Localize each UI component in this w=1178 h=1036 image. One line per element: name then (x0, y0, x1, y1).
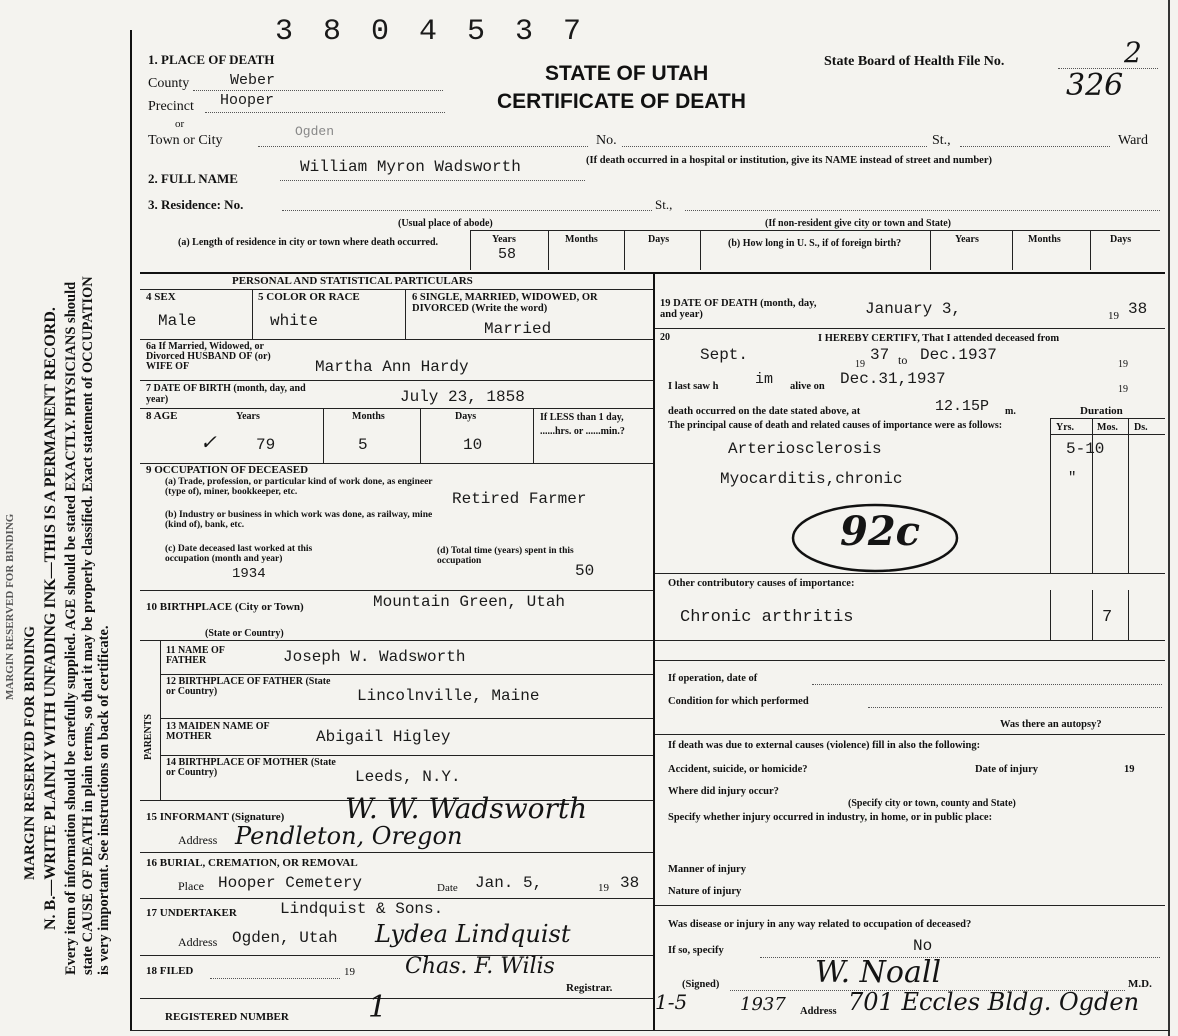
death-time: 12.15P (935, 398, 990, 415)
nature-bottom (655, 905, 1165, 906)
m-label: m. (1005, 406, 1016, 417)
principal-cause-label: The principal cause of death and related causes of importance were as follows: (668, 420, 1003, 431)
residence-no-line (282, 210, 652, 211)
occupation-d-value: 50 (575, 562, 595, 580)
from-19: 19 (855, 359, 865, 370)
marital-value: Married (484, 320, 552, 338)
to-19: 19 (1118, 359, 1128, 370)
father-bp-value: Lincolnville, Maine (357, 687, 540, 705)
foreign-birth-label: (b) How long in U. S., if of foreign birth? (728, 238, 902, 249)
residence-st-label: St., (655, 197, 673, 212)
where-label: Where did injury occur? (668, 786, 779, 797)
form-left-border (130, 30, 132, 1030)
dur-head-bottom (1050, 434, 1165, 435)
town-line (258, 146, 588, 147)
other-div-2 (1092, 590, 1093, 640)
center-divider (653, 272, 655, 1030)
age-div-3 (533, 408, 534, 463)
external-label: If death was due to external causes (violence) fill in also the following: (668, 740, 981, 751)
row19-bottom (655, 328, 1165, 329)
fb-days-h: Days (1110, 234, 1132, 245)
dod-value: January 3, (865, 300, 962, 318)
dur-ds: Ds. (1134, 422, 1148, 433)
birthplace-value: Mountain Green, Utah (373, 593, 566, 611)
color-value: white (270, 312, 319, 330)
certificate-title: CERTIFICATE OF DEATH (497, 90, 746, 113)
autopsy-label: Was there an autopsy? (1000, 719, 1102, 730)
full-name-label: 2. FULL NAME (148, 171, 238, 186)
cause-1-duration: 5-10 (1066, 440, 1105, 458)
cause-2-duration: " (1068, 470, 1077, 486)
binding-notice-top: MARGIN RESERVED FOR BINDING (4, 513, 16, 700)
age-label: 8 AGE (146, 410, 178, 422)
length-residence-label: (a) Length of residence in city or town where death occurred. (178, 237, 439, 248)
full-name-value: William Myron Wadsworth (300, 158, 521, 176)
sex-value: Male (158, 312, 197, 330)
precinct-line (205, 112, 445, 113)
signature-date: 1-5 (655, 990, 688, 1014)
undertaker-label: 17 UNDERTAKER (146, 907, 237, 919)
to-label: to (898, 353, 908, 367)
burial-label: 16 BURIAL, CREMATION, OR REMOVAL (146, 857, 358, 869)
death-at-label: death occurred on the date stated above, at (668, 406, 861, 417)
other-div-3 (1128, 590, 1129, 640)
residence-st-line (685, 210, 1160, 211)
ward-label: Ward (1118, 133, 1148, 148)
row18-bottom (140, 998, 653, 999)
res-days-h: Days (648, 234, 670, 245)
file-no-value: 326 (1066, 68, 1124, 103)
res-div-1 (470, 230, 471, 270)
occupation-c-value: 1934 (232, 566, 266, 582)
other-div-1 (1050, 590, 1051, 640)
birthplace-state-label: (State or Country) (205, 628, 284, 639)
row13-bottom (160, 755, 653, 756)
attended-to: Dec.1937 (920, 346, 997, 364)
county-label: County (148, 76, 190, 91)
row15-bottom (140, 852, 653, 853)
state-title: STATE OF UTAH (545, 62, 709, 85)
nature-label: Nature of injury (668, 886, 742, 897)
operation-label: If operation, date of (668, 673, 758, 684)
age-div-1 (323, 408, 324, 463)
autopsy-bottom (655, 734, 1165, 735)
registrar-signature: Chas. F. Wilis (405, 954, 555, 979)
condition-label: Condition for which performed (668, 696, 809, 707)
row11-bottom (160, 674, 653, 675)
color-div (405, 289, 406, 339)
cause-1: Arteriosclerosis (728, 440, 882, 458)
undertaker-signature: Lydea Lindquist (375, 920, 571, 948)
row10-bottom (140, 640, 653, 641)
burial-year-value: 38 (620, 874, 640, 892)
res-months-h: Months (565, 234, 598, 245)
occupation-c-label: (c) Date deceased last worked at this occupation (month and year) (165, 544, 313, 564)
undertaker-address-label: Address (178, 935, 218, 949)
age-days-h: Days (455, 411, 477, 422)
binding-notice: MARGIN RESERVED FOR BINDING (22, 625, 38, 880)
other-cause: Chronic arthritis (680, 608, 854, 627)
town-no-line (622, 146, 927, 147)
registered-number-label: REGISTERED NUMBER (165, 1011, 289, 1023)
sex-div (252, 289, 253, 339)
burial-date-label: Date (437, 882, 458, 894)
duration-label: Duration (1080, 405, 1123, 417)
res-years-value: 58 (498, 246, 517, 263)
fb-months-h: Months (1028, 234, 1061, 245)
dod-19: 19 (1108, 310, 1119, 322)
dur-div-1 (1050, 418, 1051, 573)
date-injury-label: Date of injury (975, 764, 1038, 775)
instruction-line-2: state CAUSE OF DEATH in plain terms, so that it may be properly classified. Exact statement of OCCUPATION (80, 276, 96, 975)
instruction-line-1: Every item of information should be carefully supplied. AGE should be stated EXACTLY. PHYSICIANS should (63, 281, 79, 975)
parents-div (160, 640, 161, 800)
spouse-value: Martha Ann Hardy (315, 358, 469, 376)
physician-signature: W. Noall (815, 955, 942, 990)
if-so-label: If so, specify (668, 945, 724, 956)
town-st-label: St., (932, 133, 951, 148)
cause-2: Myocarditis,chronic (720, 470, 903, 488)
form-right-border (1168, 0, 1170, 1036)
last-saw-label: I last saw h (668, 381, 719, 392)
age-years-value: 79 (256, 436, 276, 454)
county-value: Weber (230, 72, 276, 89)
dob-label: 7 DATE OF BIRTH (month, day, and year) (146, 383, 306, 405)
other-bottom (655, 640, 1165, 641)
age-div-2 (420, 408, 421, 463)
age-check: ✓ (200, 430, 217, 454)
residence-table-top (470, 230, 1160, 231)
burial-year-prefix: 19 (598, 882, 609, 894)
row16-bottom (140, 898, 653, 899)
specify-industry-label: Specify whether injury occurred in industry, in home, or in public place: (668, 812, 993, 823)
residence-label: 3. Residence: No. (148, 197, 244, 212)
occupation-value: Retired Farmer (452, 490, 587, 508)
father-bp-label: 12 BIRTHPLACE OF FATHER (State or Country) (166, 676, 331, 697)
less-than-label: If LESS than 1 day, ......hrs. or ......min.? (540, 412, 625, 437)
signed-label: (Signed) (682, 979, 720, 990)
filed-label: 18 FILED (146, 965, 194, 977)
row9-bottom (140, 590, 653, 591)
occupation-b-label: (b) Industry or business in which work was done, as railway, mine (kind of), bank, etc. (165, 510, 433, 530)
file-no-top: 2 (1124, 36, 1142, 69)
spouse-label: 6a If Married, Widowed, or Divorced HUSBAND OF (or) WIFE OF (146, 341, 271, 372)
res-div-5 (930, 230, 931, 270)
color-label: 5 COLOR OR RACE (258, 291, 360, 303)
registrar-label: Registrar. (566, 982, 613, 994)
manner-label: Manner of injury (668, 864, 746, 875)
precinct-value: Hooper (220, 92, 275, 109)
form-bottom-border (130, 1030, 1170, 1031)
if-so-value: No (913, 937, 933, 955)
burial-date-value: Jan. 5, (475, 874, 543, 892)
other-bottom-2 (655, 660, 1165, 661)
instruction-line-3: is very important. See instructions on back of certificate. (96, 625, 112, 975)
res-div-6 (1012, 230, 1013, 270)
informant-address-label: Address (178, 833, 218, 847)
file-no-label: State Board of Health File No. (824, 54, 1005, 69)
age-days-value: 10 (463, 436, 483, 454)
age-years-h: Years (236, 411, 260, 422)
or-label: or (175, 118, 185, 130)
place-of-death-label: 1. PLACE OF DEATH (148, 52, 275, 67)
non-resident-note: (If non-resident give city or town and State) (765, 218, 952, 229)
alive-on-label: alive on (790, 381, 825, 392)
row4-bottom (140, 339, 653, 340)
from-year: 37 (870, 346, 890, 364)
burial-place-value: Hooper Cemetery (218, 874, 363, 892)
row7-bottom (140, 408, 653, 409)
occupation-label: 9 OCCUPATION OF DECEASED (146, 464, 309, 476)
cert-20-label: 20 (660, 332, 670, 343)
full-name-line (280, 180, 585, 181)
county-line (193, 90, 443, 91)
nb-notice: N. B.—WRITE PLAINLY WITH UNFADING INK—THIS IS A PERMANENT RECORD. (42, 307, 59, 930)
dur-mos: Mos. (1097, 422, 1118, 433)
registered-number-value: 1 (368, 990, 388, 1025)
precinct-label: Precinct (148, 99, 194, 114)
undertaker-value: Lindquist & Sons. (280, 900, 444, 918)
birthplace-label: 10 BIRTHPLACE (City or Town) (146, 601, 304, 613)
dod-year: 38 (1128, 300, 1148, 318)
marital-label: 6 SINGLE, MARRIED, WIDOWED, OR DIVORCED (Write the word) (412, 292, 598, 314)
occupation-d-label: (d) Total time (years) spent in this occupation (437, 546, 574, 566)
row17-bottom (140, 955, 653, 956)
attended-from: Sept. (700, 346, 749, 364)
md-label: M.D. (1128, 978, 1152, 990)
burial-place-label: Place (178, 879, 204, 893)
res-years-h: Years (492, 234, 516, 245)
town-label: Town or City (148, 133, 223, 148)
signature-year: 1937 (740, 994, 786, 1015)
other-causes-label: Other contributory causes of importance: (668, 578, 855, 589)
operation-line (812, 684, 1162, 685)
personal-section-title: PERSONAL AND STATISTICAL PARTICULARS (232, 275, 473, 287)
occupation-a-label: (a) Trade, profession, or particular kind of work done, as engineer (type of), miner, bookkeeper, etc. (165, 477, 433, 497)
row6a-bottom (140, 380, 653, 381)
serial-number: 3 8 0 4 5 3 7 (275, 15, 588, 49)
filed-19: 19 (344, 966, 355, 978)
age-months-value: 5 (358, 436, 368, 454)
age-months-h: Months (352, 411, 385, 422)
informant-signature: W. W. Wadsworth (345, 792, 588, 825)
dur-top (1050, 418, 1165, 419)
res-div-4 (700, 230, 701, 270)
condition-line (868, 707, 1162, 708)
informant-address: Pendleton, Oregon (235, 822, 463, 850)
last-saw-value: im (755, 371, 774, 388)
res-div-7 (1090, 230, 1091, 270)
alive-date: Dec.31,1937 (840, 370, 946, 388)
parents-label: PARENTS (143, 714, 154, 760)
physician-address: 701 Eccles Bldg. Ogden (848, 988, 1140, 1016)
specify-city-label: (Specify city or town, county and State) (848, 798, 1016, 809)
accident-label: Accident, suicide, or homicide? (668, 764, 808, 775)
father-value: Joseph W. Wadsworth (283, 648, 466, 666)
dur-div-3 (1128, 418, 1129, 573)
certify-text: I HEREBY CERTIFY, That I attended deceased from (818, 333, 1060, 344)
alive-19: 19 (1118, 384, 1128, 395)
mother-label: 13 MAIDEN NAME OF MOTHER (166, 721, 270, 742)
disease-related-label: Was disease or injury in any way related to occupation of deceased? (668, 919, 972, 930)
cause-code: 92c (840, 508, 921, 555)
father-label: 11 NAME OF FATHER (166, 645, 225, 666)
mother-bp-label: 14 BIRTHPLACE OF MOTHER (State or Country) (166, 757, 336, 778)
undertaker-address: Ogden, Utah (232, 929, 338, 947)
res-div-3 (624, 230, 625, 270)
town-no-label: No. (596, 133, 617, 148)
fb-years-h: Years (955, 234, 979, 245)
town-value: Ogden (295, 124, 335, 139)
res-div-2 (548, 230, 549, 270)
dur-yrs: Yrs. (1056, 422, 1075, 433)
dob-value: July 23, 1858 (400, 388, 525, 406)
mother-value: Abigail Higley (316, 728, 451, 746)
row12-bottom (160, 718, 653, 719)
sex-label: 4 SEX (146, 291, 176, 303)
physician-address-label: Address (800, 1006, 837, 1017)
dod-label: 19 DATE OF DEATH (month, day, and year) (660, 298, 817, 320)
full-name-note: (If death occurred in a hospital or institution, give its NAME instead of street and number) (586, 155, 993, 166)
informant-label: 15 INFORMANT (Signature) (146, 811, 285, 823)
mother-bp-value: Leeds, N.Y. (355, 768, 461, 786)
sec-line (140, 289, 653, 290)
causes-bottom (655, 573, 1165, 574)
usual-abode-note: (Usual place of abode) (398, 218, 493, 229)
filed-line (210, 978, 340, 979)
town-st-line (960, 146, 1110, 147)
date-injury-19: 19 (1124, 764, 1135, 775)
other-cause-duration: 7 (1102, 608, 1113, 627)
